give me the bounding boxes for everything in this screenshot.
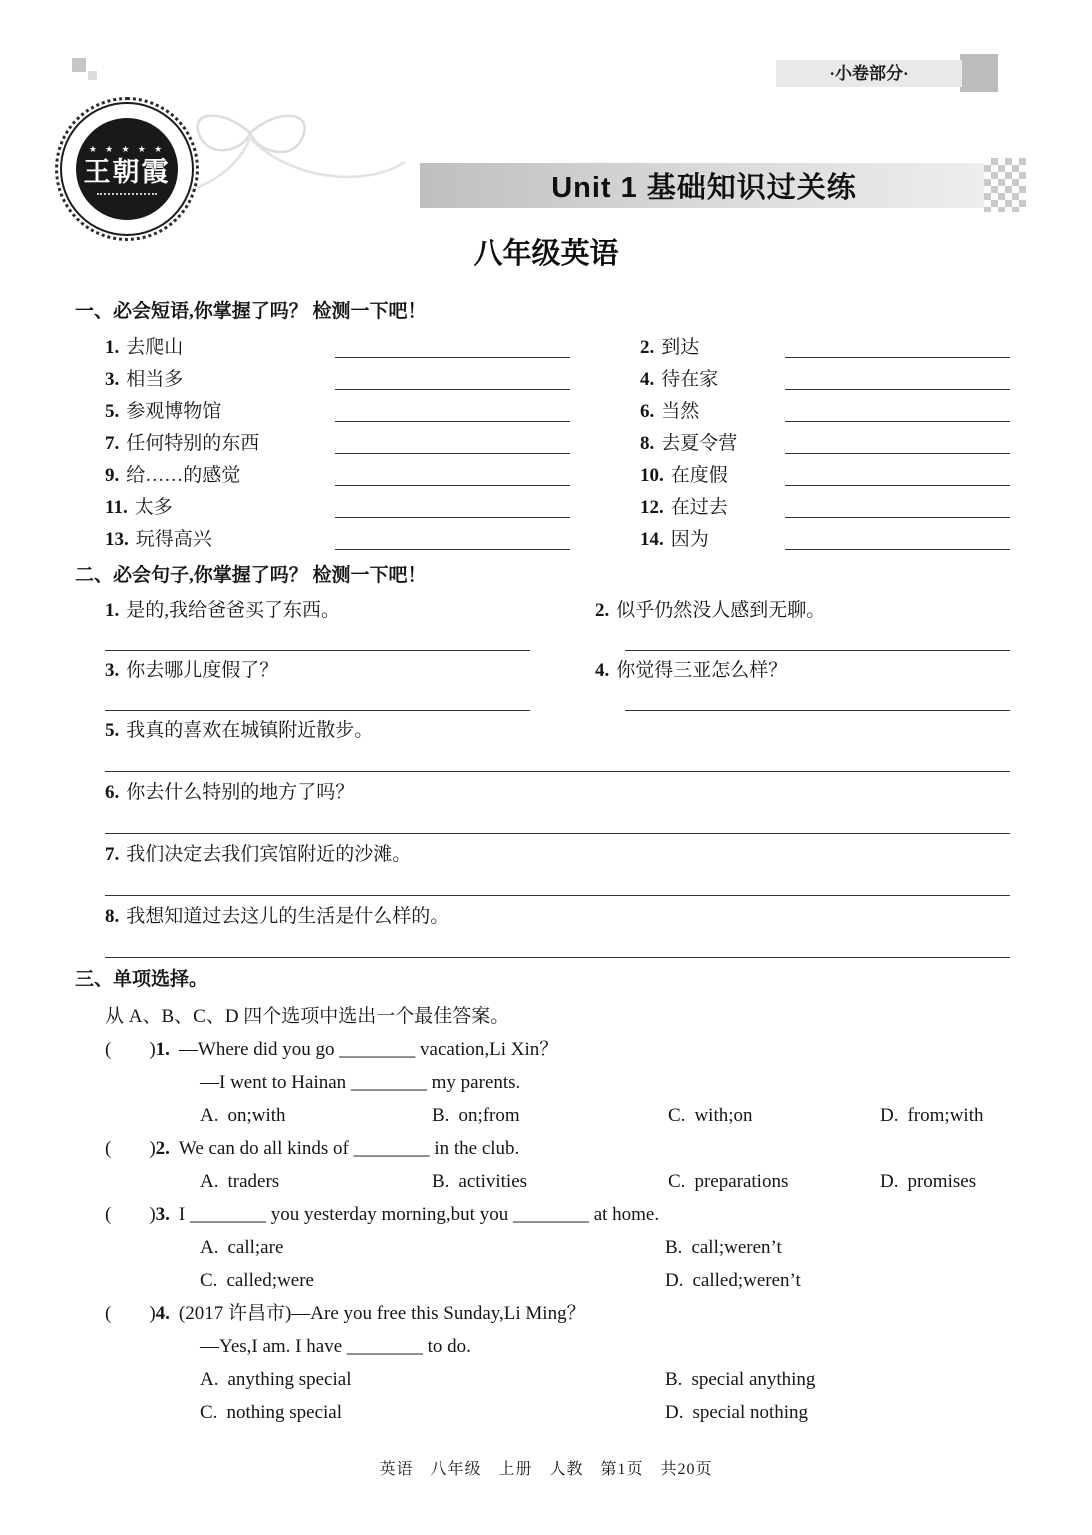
sentence-text: 你去哪儿度假了？ bbox=[126, 660, 279, 681]
phrase-label bbox=[105, 332, 335, 364]
mcq-instruction: 从 A、B、C、D 四个选项中选出一个最佳答案。 bbox=[105, 1006, 510, 1027]
answer-blank bbox=[785, 421, 1010, 422]
answer-parentheses: ( ) bbox=[105, 1138, 156, 1159]
sentence-text: 我们决定去我们宾馆附近的沙滩。 bbox=[126, 844, 412, 865]
answer-parentheses: ( ) bbox=[105, 1039, 156, 1060]
option-label: D. bbox=[665, 1402, 684, 1423]
phrase-item bbox=[640, 428, 1010, 460]
option-label: C. bbox=[200, 1270, 218, 1291]
sentence-number: 2. bbox=[595, 600, 610, 621]
phrase-text: 去爬山 bbox=[126, 337, 184, 358]
answer-blank bbox=[625, 626, 1010, 651]
phrase-number: 4. bbox=[640, 369, 655, 390]
answer-blank bbox=[105, 870, 1010, 896]
mcq-option bbox=[200, 1099, 432, 1132]
phrase-label bbox=[640, 524, 785, 556]
sentence-text: 你觉得三亚怎么样？ bbox=[616, 660, 788, 681]
answer-blank bbox=[785, 453, 1010, 454]
sentence-item bbox=[595, 596, 1010, 626]
section-tab-square bbox=[960, 54, 998, 92]
answer-blank bbox=[105, 746, 1010, 772]
phrase-number: 7. bbox=[105, 433, 120, 454]
phrase-item bbox=[105, 524, 570, 556]
option-text: call;are bbox=[227, 1237, 284, 1258]
option-label: C. bbox=[200, 1402, 218, 1423]
mcq-option bbox=[665, 1264, 1010, 1297]
phrase-item bbox=[105, 492, 570, 524]
sentence-number: 3. bbox=[105, 660, 120, 681]
sentence-blank-row bbox=[105, 626, 1010, 651]
phrase-item bbox=[105, 396, 570, 428]
sentence-text: 你去什么特别的地方了吗？ bbox=[126, 782, 355, 803]
phrase-item bbox=[105, 364, 570, 396]
logo-dots-decoration bbox=[97, 189, 157, 195]
phrase-text: 在过去 bbox=[670, 497, 728, 518]
sentence-item bbox=[595, 656, 1010, 686]
logo-stars-icon: ★ ★ ★ ★ ★ bbox=[88, 144, 166, 154]
sentence-text: 我真的喜欢在城镇附近散步。 bbox=[126, 720, 374, 741]
unit-title: Unit 1 基础知识过关练 bbox=[551, 172, 857, 204]
mcq-options-row bbox=[200, 1363, 1010, 1429]
phrase-label bbox=[105, 396, 335, 428]
sentence-item bbox=[105, 596, 595, 626]
mcq-question-line: —I went to Hainan ________ my parents. bbox=[200, 1072, 521, 1093]
answer-blank bbox=[335, 453, 570, 454]
phrase-number: 9. bbox=[105, 465, 120, 486]
phrase-item bbox=[640, 492, 1010, 524]
question-text: I ________ you yesterday morning,but you ________ at home. bbox=[178, 1204, 660, 1225]
mcq-option bbox=[668, 1099, 880, 1132]
option-label: B. bbox=[432, 1171, 450, 1192]
phrase-label bbox=[105, 364, 335, 396]
sentence-item bbox=[105, 902, 1010, 932]
sentence-item bbox=[105, 656, 595, 686]
sentence-number: 4. bbox=[595, 660, 610, 681]
sentence-number: 1. bbox=[105, 600, 120, 621]
mcq-options-row bbox=[200, 1165, 1010, 1198]
question-number: 3. bbox=[155, 1204, 170, 1225]
option-text: special anything bbox=[691, 1369, 816, 1390]
answer-blank bbox=[335, 485, 570, 486]
phrase-label bbox=[640, 332, 785, 364]
option-label: C. bbox=[668, 1171, 686, 1192]
phrase-label bbox=[640, 492, 785, 524]
section-sentences-heading: 二、必会句子,你掌握了吗？ 检测一下吧！ bbox=[75, 565, 427, 586]
option-text: called;weren’t bbox=[692, 1270, 801, 1291]
sentence-number: 7. bbox=[105, 844, 120, 865]
mcq-option bbox=[200, 1165, 432, 1198]
answer-blank bbox=[105, 686, 530, 711]
mcq-option bbox=[432, 1165, 668, 1198]
phrase-text: 待在家 bbox=[661, 369, 719, 390]
sentence-item bbox=[105, 840, 1010, 870]
option-label: C. bbox=[668, 1105, 686, 1126]
answer-blank bbox=[105, 626, 530, 651]
phrase-label bbox=[640, 364, 785, 396]
answer-blank bbox=[785, 389, 1010, 390]
phrase-label bbox=[640, 460, 785, 492]
page-header bbox=[0, 0, 1092, 296]
mcq-option bbox=[665, 1396, 1010, 1429]
phrase-item bbox=[640, 460, 1010, 492]
phrase-label bbox=[640, 396, 785, 428]
option-label: B. bbox=[432, 1105, 450, 1126]
sentence-item bbox=[105, 716, 1010, 746]
brand-logo-badge bbox=[76, 118, 178, 220]
phrase-number: 13. bbox=[105, 529, 129, 550]
option-text: preparations bbox=[694, 1171, 789, 1192]
phrase-number: 3. bbox=[105, 369, 120, 390]
phrase-number: 11. bbox=[105, 497, 128, 518]
question-number: 2. bbox=[155, 1138, 170, 1159]
mcq-option bbox=[200, 1396, 665, 1429]
title-banner bbox=[420, 163, 988, 208]
question-number: 1. bbox=[155, 1039, 170, 1060]
corner-square-decoration-small bbox=[88, 71, 97, 80]
phrase-number: 2. bbox=[640, 337, 655, 358]
subject-title: 八年级英语 bbox=[473, 238, 619, 270]
mcq-question-line bbox=[105, 1033, 1010, 1066]
option-text: from;with bbox=[907, 1105, 984, 1126]
mcq-option bbox=[880, 1165, 1010, 1198]
corner-square-decoration bbox=[72, 58, 86, 72]
phrase-number: 10. bbox=[640, 465, 664, 486]
phrase-text: 去夏令营 bbox=[661, 433, 738, 454]
logo-text: 王朝霞 bbox=[83, 157, 171, 187]
option-text: on;with bbox=[227, 1105, 286, 1126]
phrase-item bbox=[640, 524, 1010, 556]
sentence-text: 我想知道过去这儿的生活是什么样的。 bbox=[126, 906, 450, 927]
phrase-number: 1. bbox=[105, 337, 120, 358]
phrase-label bbox=[105, 524, 335, 556]
mcq-option bbox=[665, 1231, 1010, 1264]
phrase-item bbox=[105, 460, 570, 492]
phrase-item bbox=[105, 332, 570, 364]
option-label: A. bbox=[200, 1171, 219, 1192]
mcq-question-line bbox=[105, 1198, 1010, 1231]
option-text: on;from bbox=[458, 1105, 520, 1126]
answer-blank bbox=[335, 357, 570, 358]
option-text: call;weren’t bbox=[691, 1237, 782, 1258]
option-label: D. bbox=[880, 1171, 899, 1192]
option-label: A. bbox=[200, 1237, 219, 1258]
mcq-option bbox=[200, 1231, 665, 1264]
answer-blank bbox=[625, 686, 1010, 711]
sentence-pair-row bbox=[105, 656, 1010, 686]
answer-blank bbox=[785, 549, 1010, 550]
phrase-text: 太多 bbox=[134, 497, 173, 518]
answer-blank bbox=[785, 357, 1010, 358]
phrase-text: 在度假 bbox=[670, 465, 728, 486]
option-text: special nothing bbox=[692, 1402, 809, 1423]
phrase-number: 8. bbox=[640, 433, 655, 454]
mcq-question-line bbox=[105, 1297, 1010, 1330]
question-text: —Where did you go ________ vacation,Li Xin？ bbox=[178, 1039, 559, 1060]
option-text: activities bbox=[458, 1171, 528, 1192]
mcq-option bbox=[668, 1165, 880, 1198]
mcq-options-row bbox=[200, 1231, 1010, 1297]
option-label: B. bbox=[665, 1369, 683, 1390]
phrase-item bbox=[105, 428, 570, 460]
answer-blank bbox=[335, 549, 570, 550]
answer-blank bbox=[785, 517, 1010, 518]
phrase-item bbox=[640, 364, 1010, 396]
sentence-blank-row bbox=[105, 686, 1010, 711]
phrase-text: 任何特别的东西 bbox=[126, 433, 260, 454]
question-text: We can do all kinds of ________ in the club. bbox=[178, 1138, 520, 1159]
option-label: D. bbox=[665, 1270, 684, 1291]
phrase-text: 参观博物馆 bbox=[126, 401, 222, 422]
sentence-number: 6. bbox=[105, 782, 120, 803]
phrase-number: 6. bbox=[640, 401, 655, 422]
page-footer: 英语 八年级 上册 人教 第1页 共20页 bbox=[379, 1461, 713, 1478]
sentence-number: 5. bbox=[105, 720, 120, 741]
question-number: 4. bbox=[155, 1303, 170, 1324]
worksheet-content bbox=[0, 298, 1092, 1429]
answer-parentheses: ( ) bbox=[105, 1303, 156, 1324]
option-text: nothing special bbox=[226, 1402, 342, 1423]
phrase-item bbox=[640, 332, 1010, 364]
sentence-text: 是的,我给爸爸买了东西。 bbox=[126, 600, 341, 621]
question-text: (2017 许昌市)—Are you free this Sunday,Li Ming？ bbox=[178, 1303, 586, 1324]
sentence-number: 8. bbox=[105, 906, 120, 927]
phrase-number: 14. bbox=[640, 529, 664, 550]
option-label: A. bbox=[200, 1105, 219, 1126]
mcq-option bbox=[880, 1099, 1010, 1132]
phrase-text: 当然 bbox=[661, 401, 700, 422]
phrase-item bbox=[640, 396, 1010, 428]
mcq-question-line bbox=[105, 1132, 1010, 1165]
option-text: with;on bbox=[694, 1105, 753, 1126]
option-label: D. bbox=[880, 1105, 899, 1126]
option-text: promises bbox=[907, 1171, 977, 1192]
option-text: anything special bbox=[227, 1369, 352, 1390]
option-text: traders bbox=[227, 1171, 280, 1192]
option-label: B. bbox=[665, 1237, 683, 1258]
phrase-text: 给……的感觉 bbox=[126, 465, 241, 486]
brand-logo-ring bbox=[60, 102, 194, 236]
option-label: A. bbox=[200, 1369, 219, 1390]
phrase-label bbox=[105, 492, 335, 524]
phrase-text: 到达 bbox=[661, 337, 700, 358]
answer-blank bbox=[785, 485, 1010, 486]
sentence-item bbox=[105, 778, 1010, 808]
answer-blank bbox=[105, 932, 1010, 958]
phrase-text: 相当多 bbox=[126, 369, 184, 390]
answer-blank bbox=[335, 517, 570, 518]
section-tab-label: ·小卷部分· bbox=[776, 60, 962, 87]
phrase-label bbox=[640, 428, 785, 460]
section-mcq-heading: 三、单项选择。 bbox=[75, 969, 209, 990]
mcq-question-line: —Yes,I am. I have ________ to do. bbox=[200, 1336, 471, 1357]
answer-blank bbox=[105, 808, 1010, 834]
option-text: called;were bbox=[226, 1270, 314, 1291]
mcq-option bbox=[200, 1363, 665, 1396]
answer-blank bbox=[335, 421, 570, 422]
sentence-pair-row bbox=[105, 596, 1010, 626]
checker-decoration bbox=[984, 158, 1026, 212]
mcq-options-row bbox=[200, 1099, 1010, 1132]
mcq-option bbox=[432, 1099, 668, 1132]
brand-logo bbox=[60, 102, 198, 240]
mcq-option bbox=[665, 1363, 1010, 1396]
answer-parentheses: ( ) bbox=[105, 1204, 156, 1225]
phrase-label bbox=[105, 460, 335, 492]
phrase-grid bbox=[105, 332, 1010, 556]
phrase-text: 玩得高兴 bbox=[135, 529, 212, 550]
mcq-option bbox=[200, 1264, 665, 1297]
phrase-number: 5. bbox=[105, 401, 120, 422]
answer-blank bbox=[335, 389, 570, 390]
phrase-number: 12. bbox=[640, 497, 664, 518]
section-phrases-heading: 一、必会短语,你掌握了吗？ 检测一下吧！ bbox=[75, 301, 427, 322]
sentence-text: 似乎仍然没人感到无聊。 bbox=[616, 600, 826, 621]
phrase-label bbox=[105, 428, 335, 460]
phrase-text: 因为 bbox=[670, 529, 709, 550]
